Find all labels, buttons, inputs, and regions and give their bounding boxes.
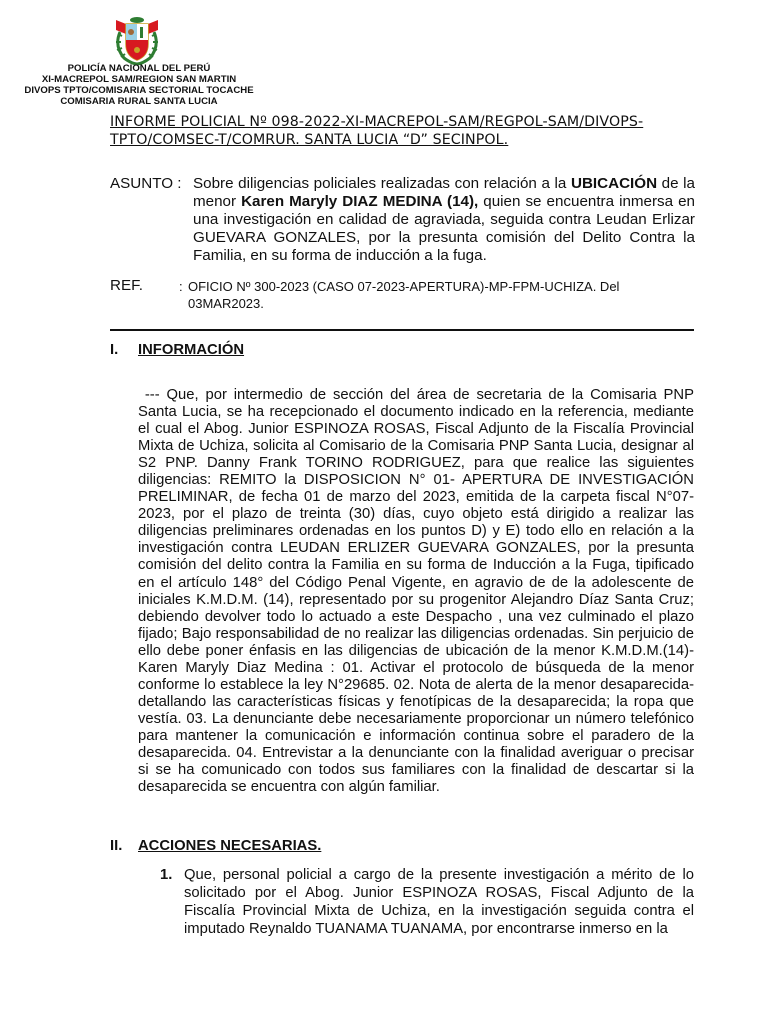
asunto-text-part: de la menor xyxy=(193,175,696,210)
list-item-number: 1. xyxy=(160,867,173,883)
org-line: POLICÍA NACIONAL DEL PERÚ xyxy=(67,63,211,74)
ref-text: OFICIO Nº 300-2023 (CASO 07-2023-APERTURA)-MP-FPM-UCHIZA. Del 03MAR2023. xyxy=(188,279,620,311)
org-line: XI-MACREPOL SAM/REGION SAN MARTIN xyxy=(41,74,237,85)
organization-header xyxy=(8,63,270,107)
peru-coat-of-arms-icon xyxy=(112,14,162,66)
ref-label: REF. xyxy=(110,277,143,294)
section-number: II. xyxy=(110,838,123,854)
asunto-bold-name: Karen Maryly DIAZ MEDINA (14), xyxy=(241,193,479,210)
section-body-text: --- Que, por intermedio de sección del área de secretaria de la Comisaria PNP Santa Lucia, se ha recepcionado el documento indicado en la referencia, mediante el cual el Abog. Junior ESPINOZA ROSAS, Fiscal Adjunto de la Fiscalía Provincial Mixta de Uchiza, solicita al Comisario de la Comisaria PNP Santa Lucia, designar al S2 PNP. Danny Frank TORINO RODRIGUEZ, para que realice las siguientes diligencias: REMITO la DISPOSICION N° 01- APERTURA DE INVESTIGACIÓN PRELIMINAR, de fecha 01 de marzo del 2023, emitida de la carpeta fiscal N°07-2023, por el plazo de treinta (30) días, cuyo objeto está dirigido a realizar las diligencias preliminares ordenadas en los puntos D) y E) todo ello en relación a la investigación contra LEUDAN ERLIZER GUEVARA GONZALES, por la presunta comisión del delito contra la Familia en su forma de Inducción a la Fuga, tipificado en el artículo 148° del Código Penal Vigente, en agravio de de la adolescente de iniciales K.M.D.M. (14), representado por su progenitor Alejandro Díaz Santa Cruz; debiendo devolver todo lo actuado a este Despacho , una vez culminado el plazo fijado; Bajo responsabilidad de no realizar las diligencias ordenadas. Sin perjuicio de ello debe poner énfasis en las diligencias de ubicación de la menor K.M.D.M.(14)-Karen Maryly Diaz Medina : 01. Activar el protocolo de búsqueda de la menor conforme lo establece la ley N°29685. 02. Nota de alerta de la menor desaparecida-detallando las características físicas y fenotípicas de la desaparecida; la ropa que vestía. 03. La denunciante debe necesariamente proporcionar un número telefónico para mantener la comunicación e información continua sobre el paradero de la desaparecida. 04. Entrevistar a la denunciante con la finalidad averiguar o precisar si se ha comunicado con todos sus familiares con la finalidad de descartar si la desaparecida se encuentra con algún familiar. xyxy=(138,387,699,796)
asunto-text-part: quien se encuentra inmersa en una investigación en calidad de agraviada, seguida contra Leudan Erlizar GUEVARA GONZALES, por la presunta comisión del Delito Contra la Familia, en su forma de inducción a la fuga. xyxy=(193,193,695,264)
section-body xyxy=(138,387,699,796)
asunto-text-part: Sobre diligencias policiales realizadas con relación a la xyxy=(193,175,571,192)
ref-colon: : xyxy=(179,279,183,294)
asunto-bold-ubicacion: UBICACIÓN xyxy=(571,175,658,192)
asunto-label: ASUNTO : xyxy=(110,175,182,192)
divider xyxy=(110,329,694,331)
org-line: COMISARIA RURAL SANTA LUCIA xyxy=(60,96,218,107)
org-line: DIVOPS TPTO/COMISARIA SECTORIAL TOCACHE xyxy=(24,85,254,96)
section-number: I. xyxy=(110,342,119,358)
list-item-text: Que, personal policial a cargo de la presente investigación a mérito de lo solicitado por el Abog. Junior ESPINOZA ROSAS, Fiscal Adjunto de la Fiscalía Provincial Mixta de Uchiza, en la investigación seguida contra el imputado Reynaldo TUANAMA TUANAMA, por encontrarse inmerso en la xyxy=(184,867,694,938)
report-title: INFORME POLICIAL Nº 098-2022-XI-MACREPOL-SAM/REGPOL-SAM/DIVOPS-TPTO/COMSEC-T/COMRUR. SANTA LUCIA “D” SECINPOL. xyxy=(110,114,644,148)
asunto-text xyxy=(193,175,695,265)
section-title: INFORMACIÓN xyxy=(138,342,245,358)
section-title: ACCIONES NECESARIAS. xyxy=(138,838,322,854)
